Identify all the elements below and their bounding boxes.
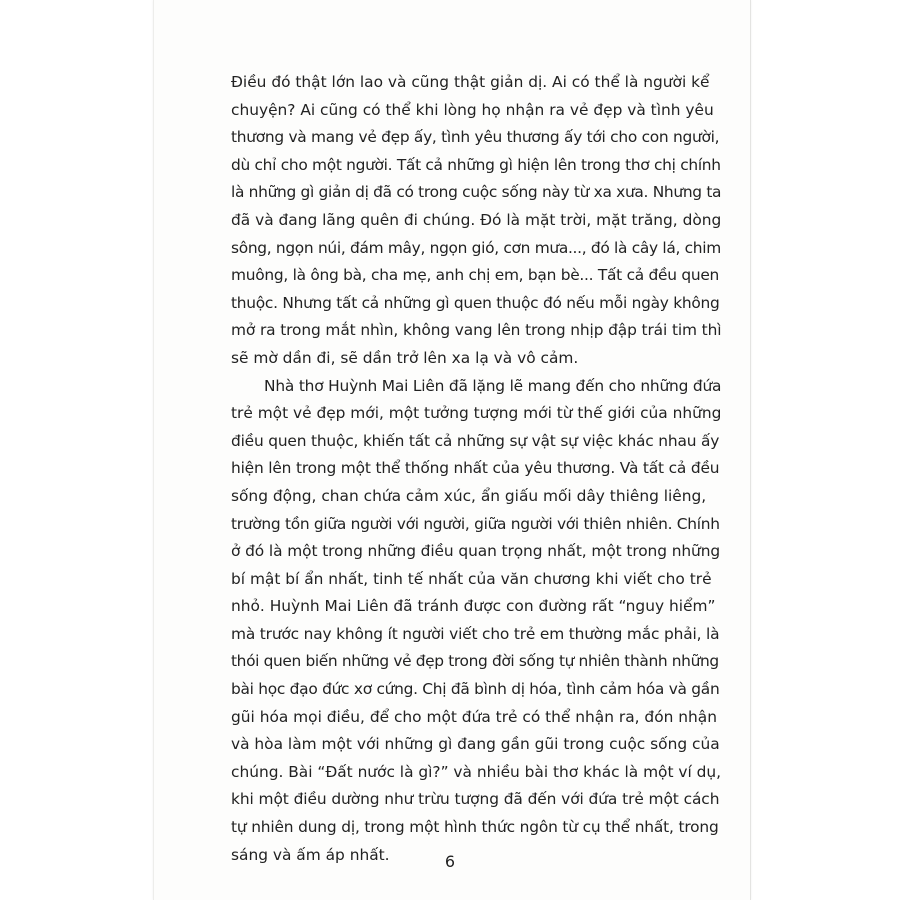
text-line: thuộc. Nhưng tất cả những gì quen thuộc đó nếu mỗi ngày không [231,293,720,312]
text-line: dù chỉ cho một người. Tất cả những gì hiện lên trong thơ chị chính [231,155,721,174]
text-line: trường tồn giữa người với người, giữa người với thiên nhiên. Chính [231,514,720,533]
text-line: bài học đạo đức xơ cứng. Chị đã bình dị hóa, tình cảm hóa và gần [231,680,720,699]
text-line: hiện lên trong một thể thống nhất của yêu thương. Và tất cả đều [231,459,720,478]
text-line: Điều đó thật lớn lao và cũng thật giản dị. Ai có thể là người kể [231,73,710,91]
text-line: sẽ mờ dần đi, sẽ dần trở lên xa lạ và vô cảm. [231,348,579,367]
paragraph-1 [231,69,721,373]
text-line: mà trước nay không ít người viết cho trẻ em thường mắc phải, là [231,624,720,643]
text-line: đã và đang lãng quên đi chúng. Đó là mặt trời, mặt trăng, dòng [231,210,722,229]
page-number: 6 [444,852,456,871]
text-line: thói quen biến những vẻ đẹp trong đời sống tự nhiên thành những [231,652,719,671]
text-line: gũi hóa mọi điều, để cho một đứa trẻ có thể nhận ra, đón nhận [231,707,717,726]
text-line: mở ra trong mắt nhìn, không vang lên trong nhịp đập trái tim thì [231,321,722,340]
text-line: và hòa làm một với những gì đang gần gũi trong cuộc sống của [231,735,720,754]
text-line: tự nhiên dung dị, trong một hình thức ngôn từ cụ thể nhất, trong [231,818,719,837]
text-line: chúng. Bài “Đất nước là gì?” và nhiều bài thơ khác là một ví dụ, [231,762,722,781]
text-line: sống động, chan chứa cảm xúc, ẩn giấu mối dây thiêng liêng, [231,486,707,505]
text-line: sáng và ấm áp nhất. [231,845,390,864]
text-line: là những gì giản dị đã có trong cuộc sống này từ xa xưa. Nhưng ta [231,183,722,202]
text-line: trẻ một vẻ đẹp mới, một tưởng tượng mới từ thế giới của những [231,404,722,423]
text-line: khi một điều dường như trừu tượng đã đến với đứa trẻ một cách [231,790,720,809]
text-line: Nhà thơ Huỳnh Mai Liên đã lặng lẽ mang đến cho những đứa [264,376,722,395]
text-line: bí mật bí ẩn nhất, tinh tế nhất của văn chương khi viết cho trẻ [231,569,712,588]
text-line: sông, ngọn núi, đám mây, ngọn gió, cơn mưa..., đó là cây lá, chim [231,238,721,257]
text-line: thương và mang vẻ đẹp ấy, tình yêu thương ấy tới cho con người, [231,128,720,147]
text-line: nhỏ. Huỳnh Mai Liên đã tránh được con đường rất “nguy hiểm” [231,597,716,616]
text-line: ở đó là một trong những điều quan trọng nhất, một trong những [231,542,721,561]
text-line: muông, là ông bà, cha mẹ, anh chị em, bạn bè... Tất cả đều quen [231,266,720,285]
body-text [231,69,721,869]
text-line: điều quen thuộc, khiến tất cả những sự vật sự việc khác nhau ấy [231,431,720,450]
paragraph-2 [231,373,721,870]
text-line: chuyện? Ai cũng có thể khi lòng họ nhận ra vẻ đẹp và tình yêu [231,100,714,119]
